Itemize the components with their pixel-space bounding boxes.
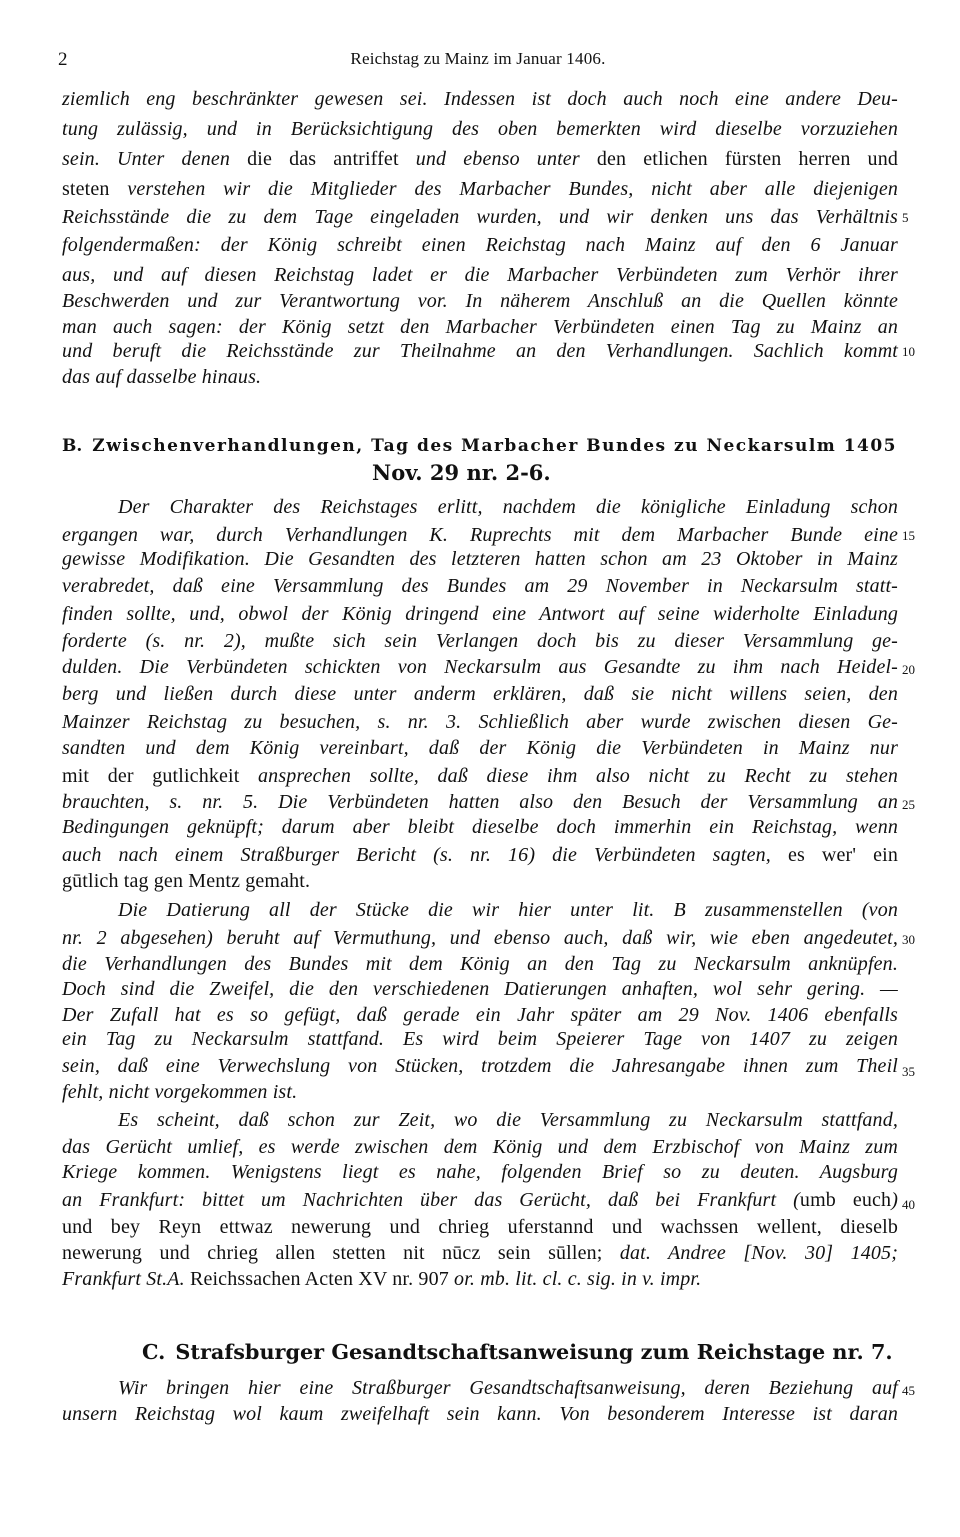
- text-line: [62, 1240, 898, 1266]
- text-run: ansprechen sollte, daß diese ihm also nicht zu Recht zu stehen: [258, 765, 898, 787]
- text-run: ): [891, 1189, 898, 1211]
- text-line: Der Zufall hat es so gefügt, daß gerade ein Jahr später am 29 Nov. 1406 ebenfalls: [62, 1004, 898, 1026]
- section-c-heading: [142, 1338, 893, 1366]
- section-title: Strafsburger Gesandtschaftsanweisung zum Reichstage nr. 7.: [175, 1340, 893, 1364]
- margin-line-number: 20: [902, 662, 915, 677]
- text-line: [62, 763, 898, 789]
- text-run: an Frankfurt: bittet um Nachrichten über das Gerücht, daß bei Frankfurt (: [62, 1189, 800, 1211]
- text-line: [62, 1266, 701, 1292]
- text-line: brauchten, s. nr. 5. Die Verbündeten hatten also den Besuch der Versammlung an: [62, 791, 898, 813]
- text-line: [62, 176, 898, 202]
- text-line: dulden. Die Verbündeten schickten von Neckarsulm aus Gesandte zu ihm nach Heidel-: [62, 656, 898, 678]
- text-line: ergangen war, durch Verhandlungen K. Ruprechts mit dem Marbacher Bunde eine: [62, 524, 898, 546]
- text-line: forderte (s. nr. 2), mußte sich sein Verlangen doch bis zu dieser Versammlung ge-: [62, 630, 898, 652]
- text-run: Reichssachen Acten XV nr. 907: [189, 1268, 455, 1290]
- text-line: man auch sagen: der König setzt den Marbacher Verbündeten einen Tag zu Mainz an: [62, 316, 898, 338]
- text-run: dat. Andree [Nov. 30] 1405;: [619, 1242, 899, 1264]
- text-line: folgendermaßen: der König schreibt einen Reichstag nach Mainz auf den 6 Januar: [62, 234, 898, 256]
- text-line: und beruft die Reichsstände zur Theilnahme an den Verhandlungen. Sachlich kommt: [62, 340, 898, 362]
- page-number: 2: [58, 49, 68, 70]
- section-label: C.: [142, 1340, 166, 1364]
- section-b-heading-line2: Nov. 29 nr. 2-6.: [372, 460, 551, 485]
- text-line: Reichsstände die zu dem Tage eingeladen wurden, und wir denken uns das Verhältnis: [62, 206, 898, 228]
- margin-line-number: 10: [902, 344, 915, 359]
- section-label: B.: [62, 436, 83, 456]
- margin-line-number: 40: [902, 1197, 915, 1212]
- text-line: Der Charakter des Reichstages erlitt, nachdem die königliche Einladung schon: [118, 496, 898, 518]
- text-run: or. mb. lit. cl. c. sig. in v. impr.: [454, 1268, 702, 1290]
- text-line: aus, und auf diesen Reichstag ladet er die Marbacher Verbündeten zum Verhör ihrer: [62, 264, 898, 286]
- text-run: es wer' ein: [787, 844, 898, 866]
- text-run: sein. Unter denen: [62, 148, 248, 170]
- text-run: newerung und chrieg allen stetten nit nūcz sein sūllen;: [62, 1242, 620, 1264]
- text-line: Die Datierung all der Stücke die wir hier unter lit. B zusammenstellen (von: [118, 899, 898, 921]
- text-line: fehlt, nicht vorgekommen ist.: [62, 1081, 298, 1103]
- text-line: das auf dasselbe hinaus.: [62, 366, 262, 388]
- margin-line-number: 5: [902, 210, 909, 225]
- text-line: nr. 2 abgesehen) beruht auf Vermuthung, und ebenso auch, daß wir, wie eben angedeutet,: [62, 927, 898, 949]
- text-line: und bey Reyn ettwaz newerung und chrieg uferstannd und wachssen wellent, dieselb: [62, 1216, 898, 1238]
- text-line: die Verhandlungen des Bundes mit dem König an den Tag zu Neckarsulm anknüpfen.: [62, 953, 898, 975]
- text-line: Doch sind die Zweifel, die den verschiedenen Datierungen anhaften, wol sehr gering. —: [62, 978, 898, 1000]
- text-line: das Gerücht umlief, es werde zwischen dem König und dem Erzbischof von Mainz zum: [62, 1136, 898, 1158]
- section-b-heading: [62, 432, 897, 460]
- text-line: ein Tag zu Neckarsulm stattfand. Es wird beim Speierer Tage von 1407 zu zeigen: [62, 1028, 898, 1050]
- text-line: Beschwerden und zur Verantwortung vor. In näherem Anschluß an die Quellen könnte: [62, 290, 898, 312]
- section-title: Zwischenverhandlungen, Tag des Marbacher Bundes zu Neckarsulm 1405: [92, 436, 898, 456]
- text-run: umb euch: [799, 1189, 892, 1211]
- text-run: mit der gutlichkeit: [62, 765, 259, 787]
- margin-line-number: 25: [902, 797, 915, 812]
- text-line: [62, 842, 898, 868]
- margin-line-number: 35: [902, 1064, 915, 1079]
- text-line: unsern Reichstag wol kaum zweifelhaft sein kann. Von besonderem Interesse ist daran: [62, 1403, 898, 1425]
- margin-line-number: 45: [902, 1383, 915, 1398]
- text-run: und ebenso unter: [415, 148, 597, 170]
- text-line: Bedingungen geknüpft; darum aber bleibt dieselbe doch immerhin ein Reichstag, wenn: [62, 816, 898, 838]
- text-line: verabredet, daß eine Versammlung des Bundes am 29 November in Neckarsulm statt-: [62, 575, 898, 597]
- text-run: steten: [62, 178, 128, 200]
- text-line: tung zulässig, und in Berücksichtigung des oben bemerkten wird dieselbe vorzuziehen: [62, 118, 898, 140]
- text-run: die das antriffet: [247, 148, 416, 170]
- margin-line-number: 30: [902, 932, 915, 947]
- text-run: den etlichen fürsten herren und: [596, 148, 898, 170]
- running-title: Reichstag zu Mainz im Januar 1406.: [350, 49, 606, 68]
- text-line: berg und ließen durch diese unter anderm erklären, daß sie nicht willens seien, den: [62, 683, 898, 705]
- text-run: auch nach einem Straßburger Bericht (s. nr. 16) die Verbündeten sagten,: [62, 844, 788, 866]
- text-line: Kriege kommen. Wenigstens liegt es nahe, folgenden Brief so zu deuten. Augsburg: [62, 1161, 898, 1183]
- page-header: [58, 49, 898, 73]
- text-run: verstehen wir die Mitglieder des Marbacher Bundes, nicht aber alle diejenigen: [127, 178, 898, 200]
- text-line: gūtlich tag gen Mentz gemaht.: [62, 870, 311, 892]
- text-line: finden sollte, und, obwol der König dringend eine Antwort auf seine widerholte Einladung: [62, 603, 898, 625]
- text-line: Mainzer Reichstag zu besuchen, s. nr. 3. Schließlich aber wurde zwischen diesen Ge-: [62, 711, 898, 733]
- text-line: [62, 1187, 898, 1213]
- margin-line-number: 15: [902, 528, 915, 543]
- text-run: Frankfurt St.A.: [62, 1268, 190, 1290]
- text-line: [62, 146, 898, 172]
- text-line: sein, daß eine Verwechslung von Stücken, trotzdem die Jahresangabe ihnen zum Theil: [62, 1055, 898, 1077]
- text-line: Wir bringen hier eine Straßburger Gesandtschaftsanweisung, deren Beziehung auf: [118, 1377, 898, 1399]
- text-line: sandten und dem König vereinbart, daß der König die Verbündeten in Mainz nur: [62, 737, 898, 759]
- text-line: gewisse Modifikation. Die Gesandten des letzteren hatten schon am 23 Oktober in Mainz: [62, 548, 898, 570]
- text-line: ziemlich eng beschränkter gewesen sei. Indessen ist doch auch noch eine andere Deu-: [62, 88, 898, 110]
- text-line: Es scheint, daß schon zur Zeit, wo die Versammlung zu Neckarsulm stattfand,: [118, 1109, 898, 1131]
